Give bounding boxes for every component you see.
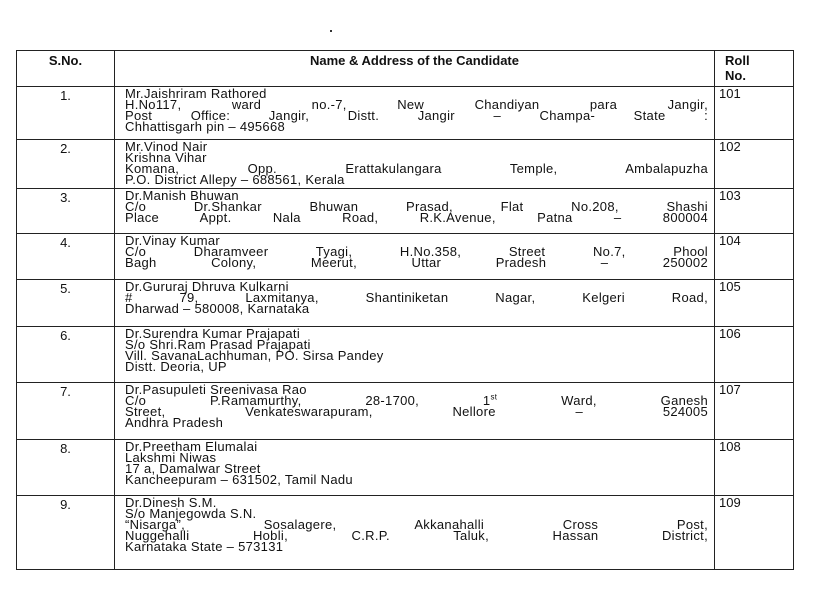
address-line: Karnataka State – 573131 — [125, 539, 284, 554]
address-line: Bagh Colony, Meerut, Uttar Pradesh – 250002 — [125, 255, 708, 270]
address-line: Mr.Jaishriram Rathored — [125, 86, 267, 101]
row-name-address — [115, 496, 715, 570]
table-row — [17, 87, 794, 140]
row-sno: 6. — [17, 327, 115, 383]
row-name-address — [115, 280, 715, 327]
address-line: P.O. District Allepy – 688561, Kerala — [125, 172, 345, 187]
row-sno: 5. — [17, 280, 115, 327]
address-line: Dr.Preetham Elumalai — [125, 439, 258, 454]
address-line: Nuggehalli Hobli, C.R.P. Taluk, Hassan District, — [125, 528, 708, 543]
address-line: Vill. SavanaLachhuman, PO. Sirsa Pandey — [125, 348, 384, 363]
address-line: Place Appt. Nala Road, R.K.Avenue, Patna – 800004 — [125, 210, 708, 225]
row-name-address — [115, 440, 715, 496]
row-name-address — [115, 327, 715, 383]
table-row — [17, 234, 794, 280]
row-sno: 2. — [17, 140, 115, 189]
row-sno: 7. — [17, 383, 115, 440]
row-roll-no: 107 — [715, 383, 794, 440]
row-roll-no: 104 — [715, 234, 794, 280]
row-roll-no: 108 — [715, 440, 794, 496]
row-name-address — [115, 383, 715, 440]
address-line: Krishna Vihar — [125, 150, 207, 165]
row-roll-no: 101 — [715, 87, 794, 140]
address-line: Kancheepuram – 631502, Tamil Nadu — [125, 472, 353, 487]
header-row — [17, 51, 794, 87]
address-line: 17 a, Damalwar Street — [125, 461, 261, 476]
address-line: Distt. Deoria, UP — [125, 359, 227, 374]
row-roll-no: 105 — [715, 280, 794, 327]
address-line: Dr.Surendra Kumar Prajapati — [125, 326, 301, 341]
table-row — [17, 140, 794, 189]
table-row — [17, 280, 794, 327]
header-sno: S.No. — [17, 51, 115, 87]
row-sno: 9. — [17, 496, 115, 570]
address-line: C/o Dr.Shankar Bhuwan Prasad, Flat No.208, Shashi — [125, 199, 708, 214]
address-line: Chhattisgarh pin – 495668 — [125, 119, 286, 134]
row-roll-no: 102 — [715, 140, 794, 189]
address-line: Dr.Dinesh S.M. — [125, 495, 217, 510]
row-name-address — [115, 140, 715, 189]
row-roll-no: 109 — [715, 496, 794, 570]
address-line: Dr.Pasupuleti Sreenivasa Rao — [125, 382, 307, 397]
table-row — [17, 496, 794, 570]
table-row — [17, 440, 794, 496]
table-row — [17, 383, 794, 440]
address-line: Dr.Gururaj Dhruva Kulkarni — [125, 279, 289, 294]
row-name-address — [115, 87, 715, 140]
row-sno: 3. — [17, 189, 115, 234]
header-roll-no — [715, 51, 794, 87]
table-row — [17, 327, 794, 383]
table-row — [17, 189, 794, 234]
address-line: S/o Shri.Ram Prasad Prajapati — [125, 337, 311, 352]
row-name-address — [115, 189, 715, 234]
address-line: C/o Dharamveer Tyagi, H.No.358, Street No.7, Phool — [125, 244, 708, 259]
stray-dot — [330, 30, 332, 32]
address-line: C/o P.Ramamurthy, 28-1700, 1st Ward, Ganesh — [125, 392, 708, 408]
header-roll-line2: No. — [725, 68, 746, 83]
row-name-address — [115, 234, 715, 280]
address-line: Andhra Pradesh — [125, 415, 224, 430]
table-body — [17, 87, 794, 570]
address-line: S/o Manjegowda S.N. — [125, 506, 257, 521]
row-sno: 1. — [17, 87, 115, 140]
row-sno: 8. — [17, 440, 115, 496]
address-line: Dharwad – 580008, Karnataka — [125, 301, 310, 316]
address-line: Post Office: Jangir, Distt. Jangir – Champa- State : — [125, 108, 708, 123]
address-line: # 79, Laxmitanya, Shantiniketan Nagar, Kelgeri Road, — [125, 290, 708, 305]
address-line: Mr.Vinod Nair — [125, 139, 208, 154]
address-line: H.No117, ward no.-7, New Chandiyan para Jangir, — [125, 97, 708, 112]
address-line: Street, Venkateswarapuram, Nellore – 524005 — [125, 404, 708, 419]
candidate-table — [16, 50, 794, 570]
address-line: Komana, Opp. Erattakulangara Temple, Ambalapuzha — [125, 161, 708, 176]
address-line: “Nisarga”, Sosalagere, Akkanahalli Cross Post, — [125, 517, 708, 532]
header-name-address: Name & Address of the Candidate — [115, 51, 715, 87]
row-roll-no: 103 — [715, 189, 794, 234]
address-line: Dr.Manish Bhuwan — [125, 188, 239, 203]
address-line: Lakshmi Niwas — [125, 450, 217, 465]
row-sno: 4. — [17, 234, 115, 280]
row-roll-no: 106 — [715, 327, 794, 383]
address-line: Dr.Vinay Kumar — [125, 233, 220, 248]
header-roll-line1: Roll — [725, 53, 750, 68]
